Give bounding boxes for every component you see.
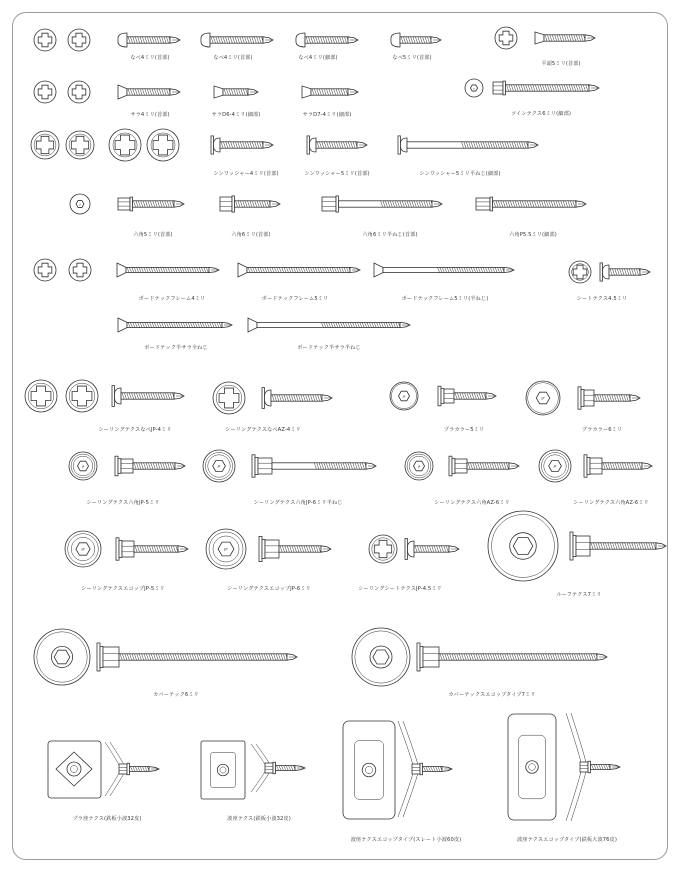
head-top-washer-c <box>109 129 141 161</box>
wave-saddle-top <box>201 741 245 799</box>
part-label: サラ4ミリ(首部) <box>130 112 170 118</box>
part-label: シーリングシートテクスJP-4.5ミリ <box>358 586 442 592</box>
screw-cover-ecop-7mm <box>417 643 607 671</box>
head-top-seal-sheet <box>369 535 397 563</box>
wave-ecop-slate-top <box>343 721 395 819</box>
screw-shinwasher-4mm <box>211 136 273 154</box>
part-label: シーリングテクスなべJP-4ミリ <box>98 427 172 433</box>
svg-text:JP: JP <box>81 547 85 552</box>
screw-board-halfcsk-half <box>248 318 410 332</box>
screw-boardtec-5mm-half <box>374 263 514 277</box>
head-top-ecop-jp5 <box>65 531 101 567</box>
screw-csk-4mm <box>118 85 180 99</box>
head-top-washer-a <box>31 131 59 159</box>
screw-boardtec-4mm <box>117 263 219 277</box>
svg-text:JP: JP <box>541 396 545 401</box>
wave-ecop-slate-side-bolt <box>412 763 452 775</box>
screw-seal-hex-az6 <box>449 456 519 476</box>
screw-hex-6mm <box>220 196 280 212</box>
screw-pla-6mm <box>578 387 640 409</box>
head-top-washer-d <box>147 129 179 161</box>
svg-text:JP: JP <box>217 464 221 469</box>
svg-text:JP: JP <box>79 204 81 207</box>
part-label: ボードテック半サラ半ねじ <box>297 345 361 351</box>
screw-seal-hex-az6b <box>584 455 652 477</box>
head-top-board-a <box>34 259 56 281</box>
screw-pla-5mm <box>438 386 496 406</box>
part-label: ボードテックフレーム4ミリ <box>138 296 206 302</box>
screw-pan-4mm-fine <box>296 33 358 47</box>
screw-pan-4mm <box>118 33 180 47</box>
screw-boardtec-5mm <box>238 263 360 277</box>
screw-seal-az4 <box>262 388 332 409</box>
head-top-sheet <box>569 261 591 283</box>
part-label: シートテクス4.5ミリ <box>576 296 628 302</box>
part-label: カバーテックスエコップタイプ7ミリ <box>448 692 536 698</box>
wave-saddle-side-bolt <box>265 762 305 774</box>
part-label: 波座テクス(鉄板小波32皮) <box>227 816 291 822</box>
head-top-cover-6mm <box>34 629 90 685</box>
screw-board-halfcsk-full <box>118 318 232 332</box>
screw-csk-d6 <box>214 86 258 98</box>
pla-saddle-top <box>48 741 101 798</box>
head-top-seal-hex-jp6 <box>203 450 235 482</box>
screw-ecop-jp6 <box>259 536 331 561</box>
screw-seal-hex-jp5 <box>115 456 185 476</box>
part-label: シーリングテクス六角AZ-6ミリ <box>573 500 649 506</box>
head-top-seal-hex-az6 <box>405 452 433 480</box>
screw-seal-pan-jp4 <box>112 386 184 407</box>
part-label: 六角6ミリ(首部) <box>231 232 271 238</box>
head-top-ecop-jp6 <box>206 529 246 569</box>
head-top-flat-5mm <box>495 27 517 49</box>
part-label: サラD7-4ミリ(細部) <box>302 112 352 118</box>
head-top-seal-pan-a <box>25 380 57 412</box>
head-top-csk-a <box>34 81 56 103</box>
part-label: シンワッシャー5ミリ(首部) <box>304 171 370 177</box>
svg-text:JP: JP <box>553 464 557 469</box>
head-top-cover-ecop-7mm <box>352 628 410 686</box>
screw-seal-sheet-45 <box>405 539 459 560</box>
wave-ecop-steel-top <box>508 714 556 820</box>
part-label: なべ4ミリ(首部) <box>213 55 253 61</box>
head-top-roof-7mm <box>488 511 558 581</box>
head-top-seal-az4 <box>213 382 245 414</box>
part-label: シーリングテクスエコップJP-5ミリ <box>81 586 165 592</box>
screw-pan-5mm <box>391 33 441 47</box>
part-label: ボードテックフレーム5ミリ(半ねじ) <box>401 296 489 302</box>
part-label: ボードテック半サラ全ねじ <box>144 345 208 351</box>
part-label: プラカラー5ミリ <box>443 427 485 433</box>
screw-seal-hex-jp6-half <box>252 455 376 477</box>
part-label: ボードテックフレーム5ミリ <box>261 296 329 302</box>
screw-csk-d7 <box>302 86 358 98</box>
part-label: サラD6-4ミリ(細部) <box>211 112 261 118</box>
part-label: カバーテック6ミリ <box>153 692 199 698</box>
head-top-pla-5 <box>390 382 418 410</box>
head-top-washer-b <box>66 131 94 159</box>
part-label: 波座テクスエコップタイプ(スレート小波60皮) <box>350 837 462 843</box>
part-label: シーリングテクスエコップJP-6ミリ <box>227 586 311 592</box>
svg-text:JP: JP <box>473 88 475 91</box>
part-label: 六角5ミリ(首部) <box>133 232 173 238</box>
screw-shinwasher-5mm <box>307 136 367 154</box>
screw-hex-6mm-half <box>322 196 442 212</box>
wave-ecop-steel-side-bolt <box>580 761 620 773</box>
screw-cover-6mm <box>97 643 297 671</box>
part-label: シンワッシャー4ミリ(首部) <box>213 171 279 177</box>
head-top-seal-hex-az6b <box>539 450 571 482</box>
head-top-csk-b <box>68 81 90 103</box>
part-label: なべ4ミリ(細部) <box>298 55 338 61</box>
part-label: プラカラー6ミリ <box>581 427 623 433</box>
svg-text:JP: JP <box>81 465 85 469</box>
svg-text:JP: JP <box>402 395 406 399</box>
head-top-seal-pan-b <box>66 380 98 412</box>
screw-hex-5mm <box>118 197 184 211</box>
screw-shinwasher-5mm-half <box>398 136 538 154</box>
head-top-phillips-a <box>34 29 56 51</box>
screw-twin-6mm <box>493 81 599 95</box>
part-label: ルーフテクス7ミリ <box>556 592 602 598</box>
pla-saddle-side-bolt <box>119 763 159 775</box>
head-top-board-b <box>69 259 91 281</box>
part-label: プラ座テクス(鉄板小波32皮) <box>72 816 142 822</box>
screw-flat-head-5mm <box>535 32 595 44</box>
part-label: ツインテクス6ミリ(細部) <box>510 111 572 117</box>
part-label: 平頭5ミリ(首部) <box>541 61 581 67</box>
part-label: 六角P5.5ミリ(細部) <box>509 232 557 238</box>
screw-hex-p55mm <box>476 197 586 211</box>
part-label: シーリングテクスなべAZ-4ミリ <box>225 427 301 433</box>
screw-ecop-jp5 <box>116 538 188 560</box>
part-label: なべ5ミリ(首部) <box>392 55 432 61</box>
part-label: なべ4ミリ(首部) <box>130 55 170 61</box>
head-top-hex-5mm <box>70 194 90 214</box>
svg-text:JP: JP <box>417 465 421 469</box>
part-label: シーリングテクス六角JP-5ミリ <box>86 500 160 506</box>
part-label: シンワッシャー5ミリ平ねじ(細部) <box>419 171 501 177</box>
screw-roof-7mm <box>570 532 666 560</box>
svg-text:JP: JP <box>224 546 228 552</box>
part-label: 波座テクスエコップタイプ(鉄板大波76皮) <box>517 837 617 843</box>
head-top-phillips-b <box>68 29 90 51</box>
part-label: 六角6ミリ半ねじ(首部) <box>362 232 418 238</box>
head-top-pla-6 <box>526 381 560 415</box>
head-top-seal-hex-jp5 <box>69 452 97 480</box>
part-label: シーリングテクス六角AZ-6ミリ <box>434 500 510 506</box>
part-label: シーリングテクス六角JP-6ミリ半ねじ <box>253 500 343 506</box>
screw-sheet-45mm <box>600 263 650 281</box>
screw-pan-4mm-b <box>201 33 273 47</box>
head-top-hex-twin <box>465 79 483 97</box>
